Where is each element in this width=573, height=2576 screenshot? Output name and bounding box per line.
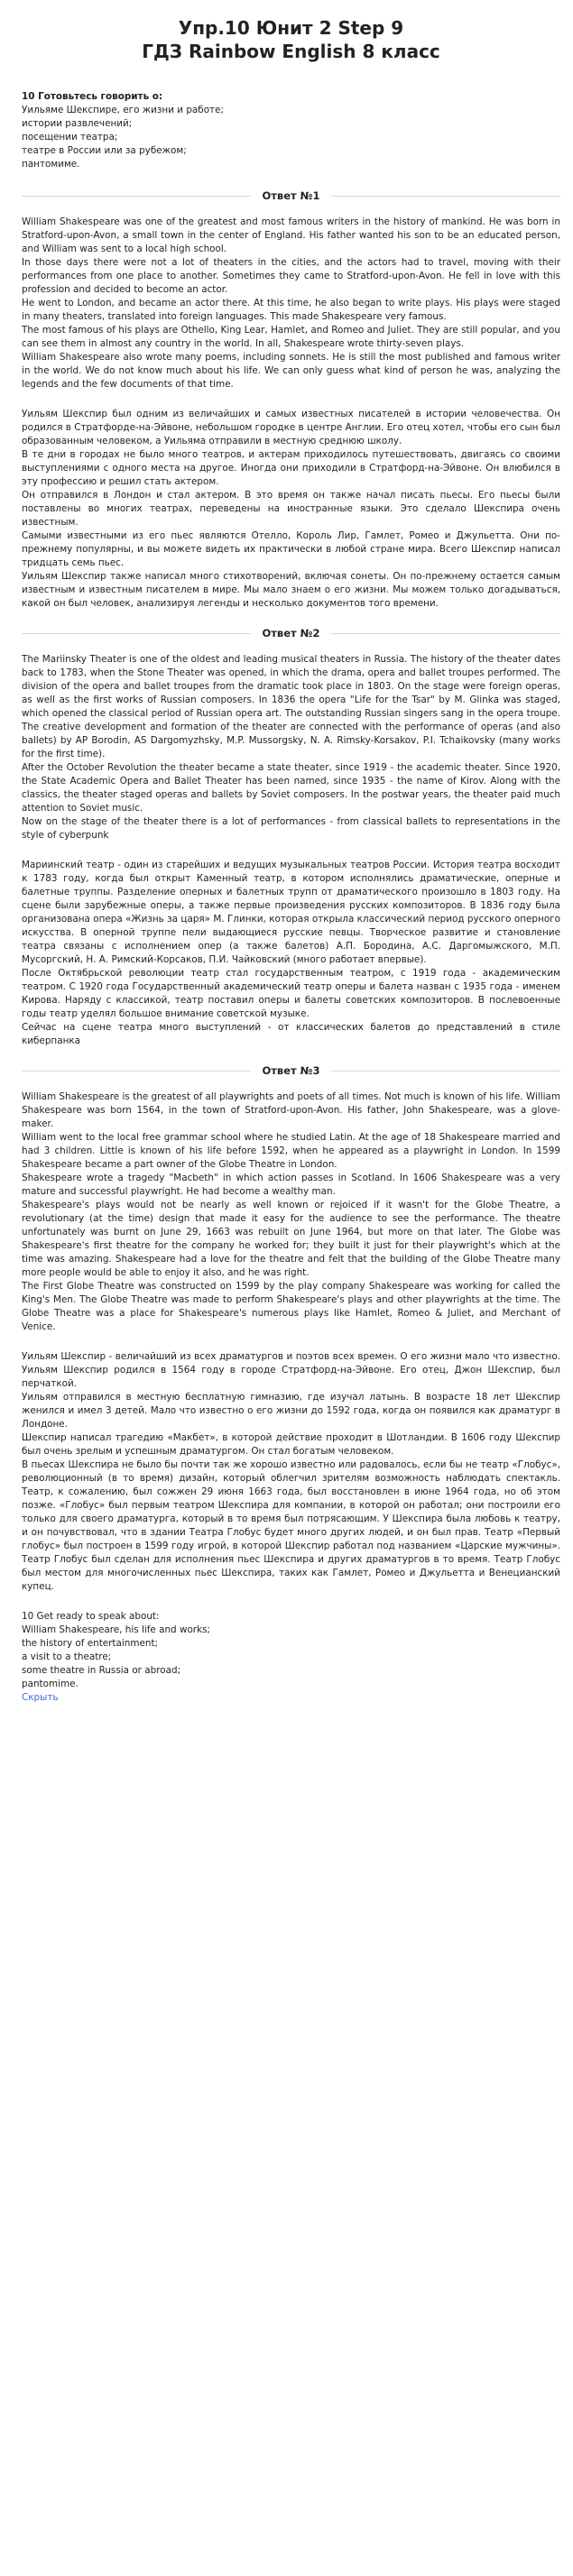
title-line-2: ГДЗ Rainbow English 8 класс bbox=[142, 41, 440, 62]
paragraph: Он отправился в Лондон и стал актером. В это время он также начал писать пьесы. Его пьесы были поставлены во многих театрах, переведены на иностранные языки. Это сделало Шекспира очень известным. bbox=[22, 490, 560, 528]
answers-container bbox=[22, 189, 560, 1594]
answer-header bbox=[22, 1064, 560, 1078]
divider bbox=[331, 1071, 560, 1072]
paragraph: William Shakespeare is the greatest of all playwrights and poets of all times. Not much is known of his life. William Shakespeare was born 1564, in the town of Stratford-upon-Avon. His father, John Shakespeare, was a glove-maker. bbox=[22, 1091, 560, 1129]
answer-label: Ответ №1 bbox=[262, 189, 320, 202]
title-line-1: Упр.10 Юнит 2 Step 9 bbox=[178, 17, 404, 39]
answer-header bbox=[22, 627, 560, 640]
paragraph: After the October Revolution the theater became a state theater, since 1919 - the academic theater. Since 1920, the State Academic Opera and Ballet Theater has been named, since 1935 - the name of Kirov. Along with the classics, the theater staged operas and ballets by Soviet composers. In the postwar years, the theater paid much attention to Soviet music. bbox=[22, 762, 560, 814]
task-block bbox=[22, 90, 560, 171]
paragraph: Shakespeare wrote a tragedy "Macbeth" in which action passes in Scotland. In 1606 Shakespeare was a very mature and successful playwright. He had become a wealthy man. bbox=[22, 1173, 560, 1197]
divider bbox=[22, 633, 251, 634]
paragraph: Now on the stage of the theater there is a lot of performances - from classical ballets to representations in the style of cyberpunk bbox=[22, 816, 560, 841]
final-line: 10 Get ready to speak about: bbox=[22, 1611, 160, 1622]
answer-text bbox=[22, 1090, 560, 1594]
task-item: истории развлечений; bbox=[22, 118, 133, 129]
russian-text-block bbox=[22, 408, 560, 611]
english-text-block bbox=[22, 1090, 560, 1334]
paragraph: William Shakespeare was one of the greatest and most famous writers in the history of mankind. He was born in Stratford-upon-Avon, a small town in the center of England. His father wanted his son to be an educated person, and William was sent to a local high school. bbox=[22, 216, 560, 254]
paragraph: Сейчас на сцене театра много выступлений - от классических балетов до представлений в стиле киберпанка bbox=[22, 1022, 560, 1046]
task-item: театре в России или за рубежом; bbox=[22, 145, 187, 156]
paragraph: He went to London, and became an actor there. At this time, he also began to write plays. His plays were staged in many theaters, translated into foreign languages. This made Shakespeare very famous. bbox=[22, 298, 560, 322]
russian-text-block bbox=[22, 1350, 560, 1594]
paragraph: В пьесах Шекспира не было бы почти так же хорошо известно или радовалось, если бы не театр «Глобус», революционный (в то время) дизайн, который облегчил зрителям возможность наблюдать спектакль. Театр, к сожалению, был сожжен 29 июня 1663 года, был восстановлен в июне 1964 года, но об этом позже. «Глобус» был первым театром Шекспира для компании, в которой он работал; они построили его только для своего драматурга, который в то время был потрясающим. У Шекспира была любовь к театру, и он почувствовал, что в здании Театра Глобус будет много других людей, и он был прав. Театр «Первый глобус» был построен в 1599 году игрой, в которой Шекспир работал под названием «Царские мужчины». Театр Глобус был сделан для исполнения пьес Шекспира и других драматургов в то время. Театр Глобус был местом для многочисленных пьес Шекспира, таких как Гамлет, Ромео и Джульетта и Венецианский купец. bbox=[22, 1459, 560, 1592]
answer-text bbox=[22, 653, 560, 1048]
divider bbox=[331, 196, 560, 197]
task-item: посещении театра; bbox=[22, 132, 118, 143]
paragraph: Уильям Шекспир - величайший из всех драматургов и поэтов всех времен. О его жизни мало что известно. Уильям Шекспир родился в 1564 году в городе Стратфорд-на-Эйвоне. Его отец, Джон Шекспир, был перчаткой. bbox=[22, 1351, 560, 1389]
answer-text bbox=[22, 216, 560, 611]
page bbox=[0, 16, 573, 1705]
paragraph: Уильям отправился в местную бесплатную гимназию, где изучал латынь. В возрасте 18 лет Шекспир женился и имел 3 детей. Мало что известно о его жизни до 1592 года, когда он появился как драматург в Лондоне. bbox=[22, 1392, 560, 1430]
final-line: the history of entertainment; bbox=[22, 1638, 159, 1649]
page-title bbox=[22, 16, 560, 63]
divider bbox=[331, 633, 560, 634]
divider bbox=[22, 1071, 251, 1072]
paragraph: The First Globe Theatre was constructed on 1599 by the play company Shakespeare was working for called the King's Men. The Globe Theatre was made to perform Shakespeare's plays and other playwrights at the time. The Globe Theatre was a place for Shakespeare's numerous plays like Hamlet, Romeo & Juliet, and Merchant of Venice. bbox=[22, 1281, 560, 1332]
english-text-block bbox=[22, 216, 560, 391]
paragraph: Уильям Шекспир также написал много стихотворений, включая сонеты. Он по-прежнему остается самым известным и известным писателем в мире. Мы мало знаем о его жизни. Мы можем только догадываться, какой он был человек, анализируя легенды и несколько документов того времени. bbox=[22, 571, 560, 609]
paragraph: Самыми известными из его пьес являются Отелло, Король Лир, Гамлет, Ромео и Джульетта. Они по-прежнему популярны, и вы можете видеть их практически в любой стране мира. Всего Шекспир написал тридцать семь пьес. bbox=[22, 530, 560, 568]
paragraph: Шекспир написал трагедию «Макбет», в которой действие проходит в Шотландии. В 1606 году Шекспир был очень зрелым и успешным драматургом. Он стал богатым человеком. bbox=[22, 1432, 560, 1457]
final-line: William Shakespeare, his life and works; bbox=[22, 1624, 211, 1635]
paragraph: В те дни в городах не было много театров, и актерам приходилось путешествовать, двигаясь со своими выступлениями с одного места на другое. Иногда они приходили в Стратфорд-на-Эйвоне. Он влюбился в эту профессию и решил стать актером. bbox=[22, 449, 560, 487]
answer-header bbox=[22, 189, 560, 203]
task-item: Уильяме Шекспире, его жизни и работе; bbox=[22, 105, 224, 115]
hide-link[interactable]: Скрыть bbox=[22, 1692, 59, 1703]
paragraph: После Октябрьской революции театр стал государственным театром, с 1919 года - академическим театром. С 1920 года Государственный академический театр оперы и балета назван с 1935 года - именем Кирова. Наряду с классикой, театр поставил оперы и балеты советских композиторов. В послевоенные годы театр уделял большое внимание советской музыке. bbox=[22, 968, 560, 1019]
final-line: pantomime. bbox=[22, 1679, 79, 1689]
answer-label: Ответ №3 bbox=[262, 1064, 320, 1077]
english-text-block bbox=[22, 653, 560, 842]
paragraph: Уильям Шекспир был одним из величайших и самых известных писателей в истории человечества. Он родился в Стратфорде-на-Эйвоне, небольшом городке в центре Англии. Его отец хотел, чтобы его сын был образованным человеком, а Уильяма отправили в местную среднюю школу. bbox=[22, 409, 560, 446]
paragraph: The Mariinsky Theater is one of the oldest and leading musical theaters in Russia. The history of the theater dates back to 1783, when the Stone Theater was opened, in which the drama, opera and ballet troupes performed. The division of the opera and ballet troupes from the dramatic took place in 1803. On the stage were foreign operas, as well as the first works of Russian composers. In 1836 the opera "Life for the Tsar" by M. Glinka was staged, which opened the classical period of Russian opera art. The outstanding Russian singers sang in the opera troupe. The creative development and formation of the theater are connected with the performance of operas (and also ballets) by AP Borodin, AS Dargomyzhsky, M.P. Mussorgsky, N. A. Rimsky-Korsakov, P.I. Tchaikovsky (many works for the first time). bbox=[22, 654, 560, 759]
final-block bbox=[22, 1610, 560, 1705]
divider bbox=[22, 196, 251, 197]
final-line: a visit to a theatre; bbox=[22, 1651, 112, 1662]
paragraph: The most famous of his plays are Othello, King Lear, Hamlet, and Romeo and Juliet. They are still popular, and you can see them in almost any country in the world. In all, Shakespeare wrote thirty-seven plays. bbox=[22, 325, 560, 349]
paragraph: In those days there were not a lot of theaters in the cities, and the actors had to travel, moving with their performances from one place to another. Sometimes they came to Stratford-upon-Avon. He fell in love with this profession and decided to become an actor. bbox=[22, 257, 560, 295]
russian-text-block bbox=[22, 859, 560, 1048]
paragraph: Shakespeare's plays would not be nearly as well known or rejoiced if it wasn't for the Globe Theatre, a revolutionary (at the time) design that made it easy for the audience to see the performance. The theatre unfortunately was burnt on June 29, 1663 was rebuilt on June 1964, but more on that later. The Globe was Shakespeare's first theatre for the company he worked for; they built it just for their playwright's which at the time was amazing. Shakespeare had a love for the theatre and felt that the building of the Globe Theatre many more people would be able to enjoy it also, and he was right. bbox=[22, 1200, 560, 1278]
paragraph: Мариинский театр - один из старейших и ведущих музыкальных театров России. История театра восходит к 1783 году, когда был открыт Каменный театр, в котором исполнялись драматические, оперные и балетные труппы. Разделение оперных и балетных трупп от драматического произошло в 1803 году. На сцене были зарубежные оперы, а также первые произведения русских композиторов. В 1836 году была организована опера «Жизнь за царя» М. Глинки, которая открыла классический период русского оперного искусства. В оперной труппе пели выдающиеся русские певцы. Творческое развитие и становление театра связаны с исполнением опер (а также балетов) А.П. Бородина, А.С. Даргомыжского, М.П. Мусоргский, Н. А. Римский-Корсаков, П.И. Чайковский (много работает впервые). bbox=[22, 860, 560, 965]
task-item: пантомиме. bbox=[22, 159, 80, 170]
final-line: some theatre in Russia or abroad; bbox=[22, 1665, 181, 1676]
answer-label: Ответ №2 bbox=[262, 627, 320, 639]
paragraph: William Shakespeare also wrote many poems, including sonnets. He is still the most published and famous writer in the world. We do not know much about his life. We can only guess what kind of person he was, analyzing the legends and the few documents of that time. bbox=[22, 352, 560, 390]
task-heading: 10 Готовьтесь говорить о: bbox=[22, 91, 163, 102]
paragraph: William went to the local free grammar school where he studied Latin. At the age of 18 Shakespeare married and had 3 children. Little is known of his life before 1592, when he appeared as a playwright in London. In 1599 Shakespeare became a part owner of the Globe Theatre in London. bbox=[22, 1132, 560, 1170]
